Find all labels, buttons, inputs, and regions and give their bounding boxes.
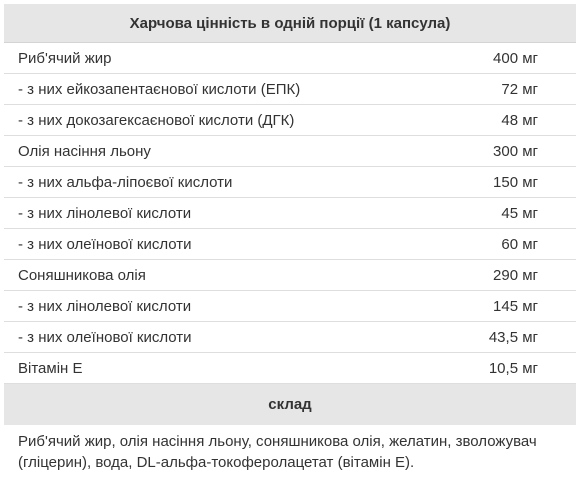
row-value: 150 мг bbox=[493, 173, 538, 191]
row-name: Соняшникова олія bbox=[18, 266, 146, 284]
row-name: Олія насіння льону bbox=[18, 142, 151, 160]
nutrition-table bbox=[4, 0, 576, 473]
row-value: 45 мг bbox=[501, 204, 538, 222]
row-name: Вітамін Е bbox=[18, 359, 83, 377]
row-value: 400 мг bbox=[493, 49, 538, 67]
table-row bbox=[4, 43, 576, 74]
table-row bbox=[4, 260, 576, 291]
composition-text: Риб'ячий жир, олія насіння льону, соняшникова олія, желатин, зволожувач (гліцерин), вода, DL-альфа-токоферолацетат (вітамін Е). bbox=[18, 433, 537, 471]
row-value: 145 мг bbox=[493, 297, 538, 315]
table-row bbox=[4, 229, 576, 260]
row-value: 10,5 мг bbox=[488, 359, 538, 377]
row-value: 72 мг bbox=[501, 80, 538, 98]
table-row bbox=[4, 291, 576, 322]
row-value: 48 мг bbox=[501, 111, 538, 129]
row-name: - з них ейкозапентаєнової кислоти (ЕПК) bbox=[18, 80, 301, 98]
table-row bbox=[4, 198, 576, 229]
table-row bbox=[4, 167, 576, 198]
row-name: - з них лінолевої кислоти bbox=[18, 204, 192, 222]
row-name: - з них лінолевої кислоти bbox=[18, 297, 192, 315]
table-row bbox=[4, 353, 576, 384]
nutrition-rows bbox=[4, 43, 576, 384]
row-name: - з них олеїнової кислоти bbox=[18, 235, 192, 253]
row-name: - з них олеїнової кислоти bbox=[18, 328, 192, 346]
row-name: - з них альфа-ліпоєвої кислоти bbox=[18, 173, 233, 191]
row-name: Риб'ячий жир bbox=[18, 49, 112, 67]
table-row bbox=[4, 105, 576, 136]
row-value: 290 мг bbox=[493, 266, 538, 284]
table-title: Харчова цінність в одній порції (1 капсула) bbox=[4, 4, 576, 43]
composition-title: склад bbox=[4, 384, 576, 425]
row-value: 300 мг bbox=[493, 142, 538, 160]
row-value: 43,5 мг bbox=[488, 328, 538, 346]
table-row bbox=[4, 322, 576, 353]
table-row bbox=[4, 136, 576, 167]
row-name: - з них докозагексаєнової кислоти (ДГК) bbox=[18, 111, 295, 129]
row-value: 60 мг bbox=[501, 235, 538, 253]
table-row bbox=[4, 74, 576, 105]
